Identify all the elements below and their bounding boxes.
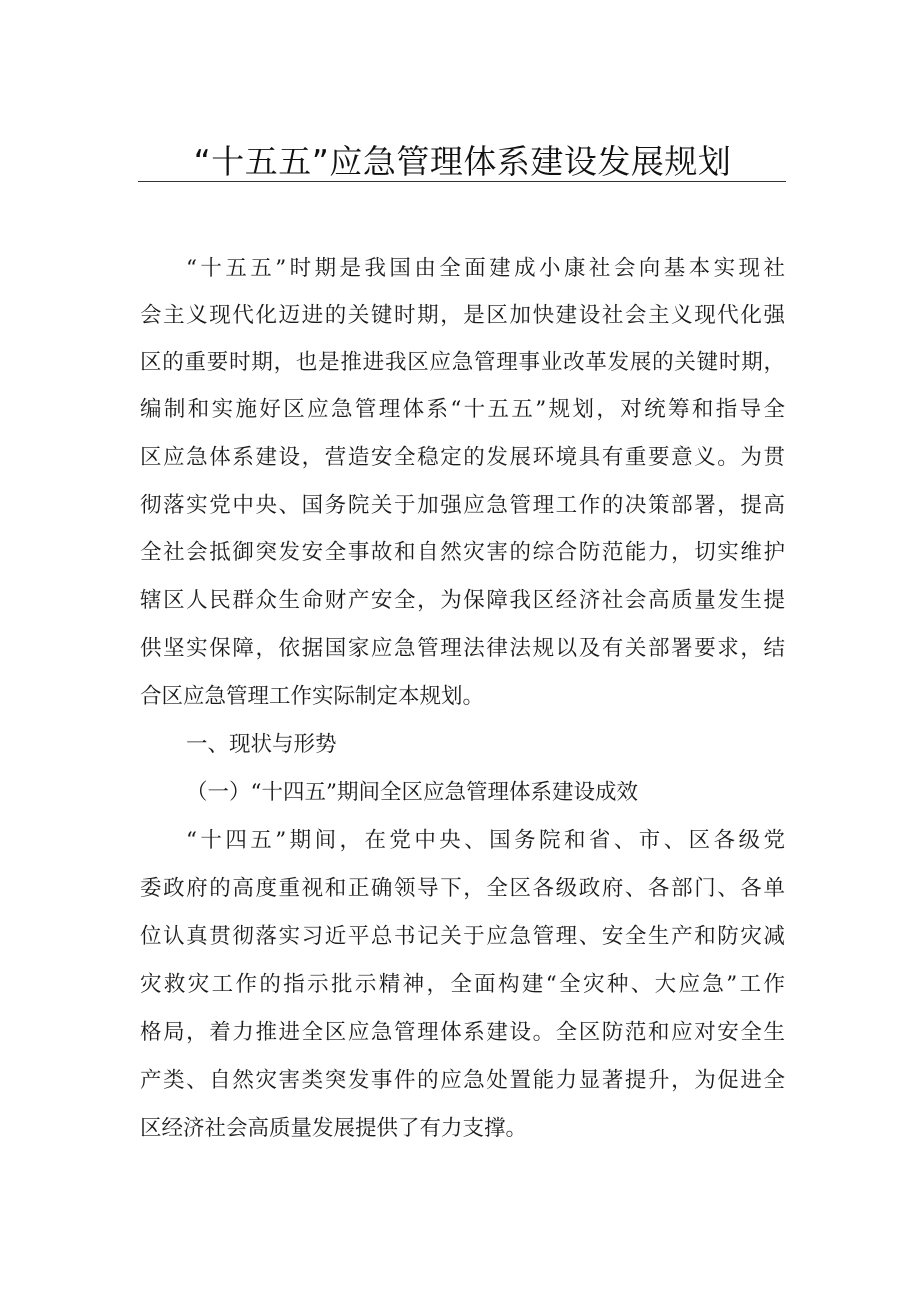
paragraph-line: 位认真贯彻落实习近平总书记关于应急管理、安全生产和防灾减 (140, 924, 785, 949)
document-title: “十五五”应急管理体系建设发展规划 (193, 142, 732, 181)
paragraph-line: 彻落实党中央、国务院关于加强应急管理工作的决策部署，提高 (140, 493, 785, 518)
paragraph-line: 产类、自然灾害类突发事件的应急处置能力显著提升，为促进全 (140, 1068, 785, 1093)
paragraph-line: 编制和实施好区应急管理体系“十五五”规划，对统筹和指导全 (140, 397, 785, 422)
paragraph-line: 灾救灾工作的指示批示精神，全面构建“全灾种、大应急”工作 (140, 972, 785, 997)
title-underline (138, 181, 786, 182)
paragraph-line: “十四五”期间，在党中央、国务院和省、市、区各级党 (186, 828, 785, 853)
paragraph-line: “十五五”时期是我国由全面建成小康社会向基本实现社 (186, 256, 785, 281)
section-heading: 一、现状与形势 (186, 732, 337, 757)
paragraph-line: 全社会抵御突发安全事故和自然灾害的综合防范能力，切实维护 (140, 540, 785, 565)
paragraph-line: 区经济社会高质量发展提供了有力支撑。 (140, 1116, 528, 1141)
paragraph-line: 会主义现代化迈进的关键时期，是区加快建设社会主义现代化强 (140, 303, 785, 328)
paragraph-line: 供坚实保障，依据国家应急管理法律法规以及有关部署要求，结 (140, 636, 785, 661)
paragraph-line: 区的重要时期，也是推进我区应急管理事业改革发展的关键时期， (140, 350, 785, 375)
paragraph-line: 委政府的高度重视和正确领导下，全区各级政府、各部门、各单 (140, 876, 785, 901)
paragraph-line: 合区应急管理工作实际制定本规划。 (140, 684, 485, 709)
subsection-heading: （一）“十四五”期间全区应急管理体系建设成效 (186, 780, 638, 805)
paragraph-line: 区应急体系建设，营造安全稳定的发展环境具有重要意义。为贯 (140, 445, 785, 470)
paragraph-line: 格局，着力推进全区应急管理体系建设。全区防范和应对安全生 (140, 1020, 785, 1045)
paragraph-line: 辖区人民群众生命财产安全，为保障我区经济社会高质量发生提 (140, 588, 785, 613)
